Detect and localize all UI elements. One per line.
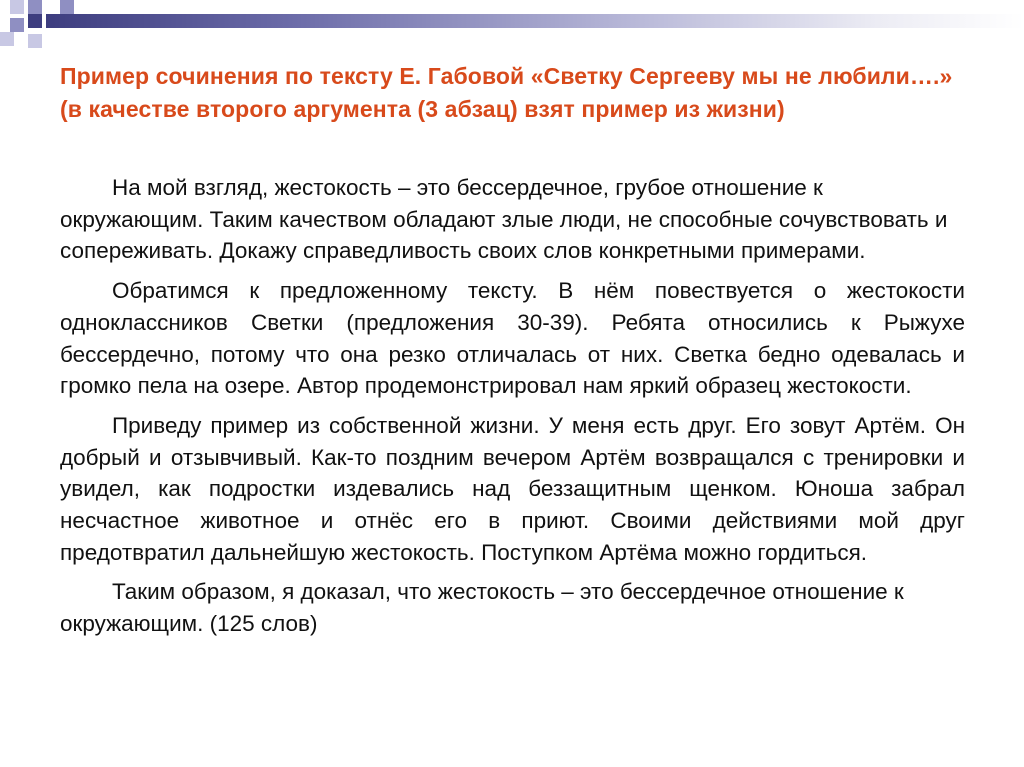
corner-square-icon — [28, 34, 42, 48]
corner-square-icon — [60, 0, 74, 14]
essay-body — [60, 172, 965, 640]
corner-square-icon — [28, 14, 42, 28]
corner-square-icon — [10, 18, 24, 32]
essay-paragraph-1: На мой взгляд, жестокость – это бессердечное, грубое отношение к окружающим. Таким качеством обладают злые люди, не способные сочувствовать и сопереживать. Докажу справедливость своих слов конкретными примерами. — [60, 175, 948, 264]
essay-paragraph-2: Обратимся к предложенному тексту. В нём повествуется о жестокости одноклассников Светки (предложения 30-39). Ребята относились к Рыжухе бессердечно, потому что она резко отличалась от них. Светка бедно одевалась и громко пела на озере. Автор продемонстрировал нам яркий образец жестокости. — [60, 278, 965, 399]
essay-paragraph-3: Приведу пример из собственной жизни. У меня есть друг. Его зовут Артём. Он добрый и отзывчивый. Как-то поздним вечером Артём возвращался с тренировки и увидел, как подростки издевались над беззащитным щенком. Юноша забрал несчастное животное и отнёс его в приют. Своими действиями мой друг предотвратил дальнейшую жестокость. Поступком Артёма можно гордиться. — [60, 412, 965, 565]
decorative-corner-squares — [0, 0, 80, 60]
header-gradient-bar — [46, 14, 1024, 28]
corner-square-icon — [10, 0, 24, 14]
slide-title: Пример сочинения по тексту Е. Габовой «Светку Сергееву мы не любили….» (в качестве второго аргумента (3 абзац) взят пример из жизни) — [60, 63, 953, 122]
corner-square-icon — [0, 32, 14, 46]
corner-square-icon — [28, 0, 42, 14]
essay-paragraph-4: Таким образом, я доказал, что жестокость – это бессердечное отношение к окружающим. (125 слов) — [60, 579, 904, 637]
